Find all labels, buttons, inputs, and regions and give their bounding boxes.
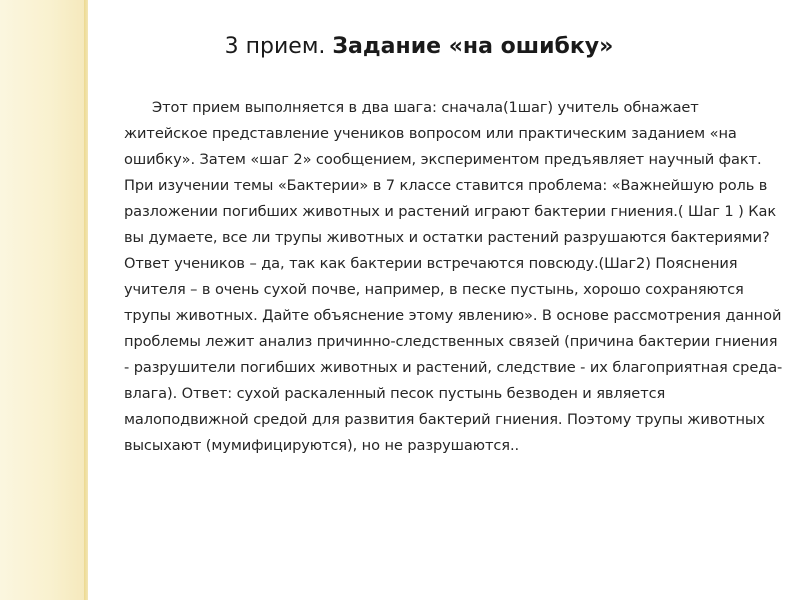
decorative-band-edge (84, 0, 88, 600)
slide-body-text: Этот прием выполняется в два шага: сначала(1шаг) учитель обнажает житейское представление учеников вопросом или практическим заданием «на ошибку». Затем «шаг 2» сообщением, экспериментом предъявляет научный факт. При изучении темы «Бактерии» в 7 классе ставится проблема: «Важнейшую роль в разложении погибших животных и растений играют бактерии гниения.( Шаг 1 ) Как вы думаете, все ли трупы животных и остатки растений разрушаются бактериями? Ответ учеников – да, так как бактерии встречаются повсюду.(Шаг2) Пояснения учителя – в очень сухой почве, например, в песке пустынь, хорошо сохраняются трупы животных. Дайте объяснение этому явлению». В основе рассмотрения данной проблемы лежит анализ причинно-следственных связей (причина бактерии гниения - разрушители погибших животных и растений, следствие - их благоприятная среда- влага). Ответ: сухой раскаленный песок пустынь безводен и является малоподвижной средой для развития бактерий гниения. Поэтому трупы животных высыхают (мумифицируются), но не разрушаются.. (124, 99, 783, 454)
slide-title-bold: Задание «на ошибку» (332, 34, 614, 59)
slide-title (0, 32, 800, 62)
slide-title-prefix: 3 прием. (224, 34, 333, 59)
decorative-left-band (0, 0, 84, 600)
